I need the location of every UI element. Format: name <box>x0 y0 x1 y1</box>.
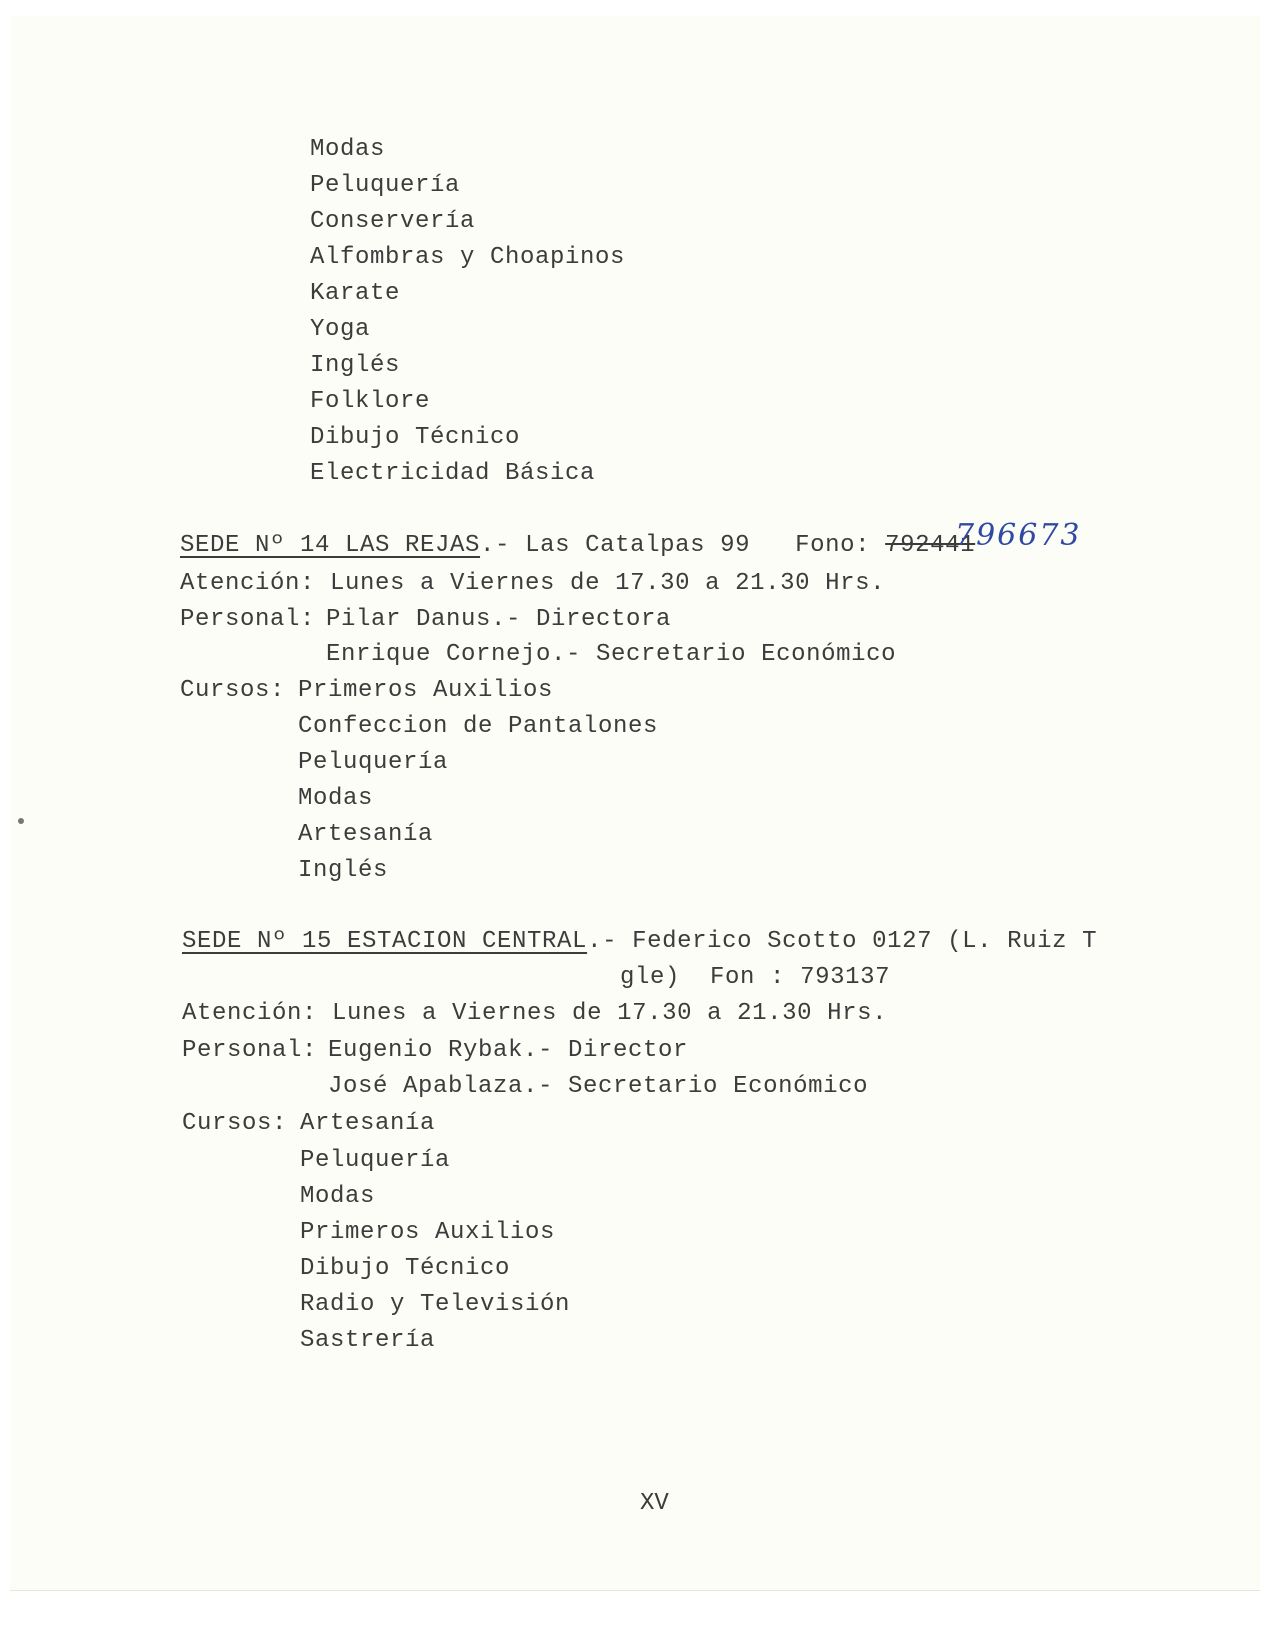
sede15-staff-secretary: José Apablaza.- Secretario Económico <box>328 1073 869 1100</box>
sede15-address-continued <box>620 964 890 992</box>
sede15-course-item: Primeros Auxilios <box>300 1219 556 1246</box>
sede14-courses-label: Cursos: <box>180 677 286 704</box>
course-item: Yoga <box>310 316 371 343</box>
sede14-phone-label: Fono: <box>795 532 871 559</box>
sede15-courses-label: Cursos: <box>182 1110 288 1137</box>
sede15-heading <box>182 928 1097 956</box>
sede15-separator: .- <box>587 928 618 955</box>
sede15-course-item: Artesanía <box>300 1110 436 1137</box>
sede15-course-item: Peluquería <box>300 1147 451 1174</box>
sede14-attention: Atención: Lunes a Viernes de 17.30 a 21.30 Hrs. <box>180 570 886 597</box>
course-item: Alfombras y Choapinos <box>310 244 626 271</box>
sede15-course-item: Dibujo Técnico <box>300 1255 511 1282</box>
course-item: Modas <box>310 136 386 163</box>
course-item: Peluquería <box>310 172 461 199</box>
course-item: Folklore <box>310 388 431 415</box>
sede14-course-item: Inglés <box>298 857 389 884</box>
sede15-address-cont: gle) <box>620 964 681 991</box>
sede15-phone-label: Fon : <box>710 964 786 991</box>
sede14-phone-old: 792441 <box>885 532 976 559</box>
course-item: Dibujo Técnico <box>310 424 521 451</box>
sede15-title: SEDE Nº 15 ESTACION CENTRAL <box>182 928 588 955</box>
course-item: Karate <box>310 280 401 307</box>
sede15-staff-label: Personal: <box>182 1037 318 1064</box>
sede14-address: Las Catalpas 99 <box>525 532 751 559</box>
sede15-phone: 793137 <box>800 964 891 991</box>
sede14-title: SEDE Nº 14 LAS REJAS <box>180 532 481 559</box>
sede14-course-item: Modas <box>298 785 374 812</box>
sede15-address: Federico Scotto 0127 (L. Ruiz T <box>632 928 1098 955</box>
sede14-heading <box>180 532 975 560</box>
sede14-course-item: Primeros Auxilios <box>298 677 554 704</box>
sede15-course-item: Sastrería <box>300 1327 436 1354</box>
sede14-course-item: Confeccion de Pantalones <box>298 713 659 740</box>
page-number: XV <box>640 1490 669 1517</box>
sede14-staff-secretary: Enrique Cornejo.- Secretario Económico <box>326 641 897 668</box>
sede14-staff-director: Pilar Danus.- Directora <box>326 606 672 633</box>
course-item: Inglés <box>310 352 401 379</box>
sede14-staff-label: Personal: <box>180 606 316 633</box>
sede14-course-item: Peluquería <box>298 749 449 776</box>
sede15-staff-director: Eugenio Rybak.- Director <box>328 1037 689 1064</box>
document-page <box>10 16 1260 1591</box>
sede15-attention: Atención: Lunes a Viernes de 17.30 a 21.30 Hrs. <box>182 1000 888 1027</box>
course-item: Electricidad Básica <box>310 460 596 487</box>
sede15-course-item: Modas <box>300 1183 376 1210</box>
sede15-course-item: Radio y Televisión <box>300 1291 571 1318</box>
sede14-separator: .- <box>480 532 511 559</box>
sede14-phone-handwritten: 796673 <box>955 518 1082 553</box>
scan-speck <box>18 818 24 824</box>
course-item: Conservería <box>310 208 476 235</box>
sede14-course-item: Artesanía <box>298 821 434 848</box>
